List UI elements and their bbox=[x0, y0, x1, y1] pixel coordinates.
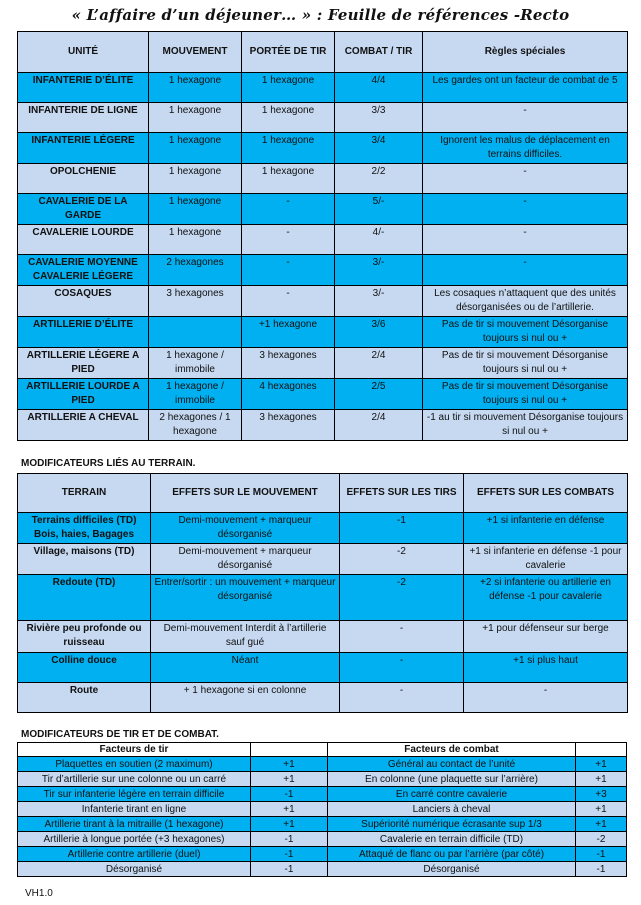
table-cell: Néant bbox=[151, 653, 340, 683]
table-row bbox=[18, 683, 628, 713]
table-row bbox=[18, 103, 628, 133]
table-row bbox=[18, 621, 628, 653]
table-cell: 1 hexagone bbox=[242, 73, 335, 103]
table-cell: Colline douce bbox=[18, 653, 151, 683]
table-cell: 1 hexagone bbox=[149, 164, 242, 194]
table-cell: 3 hexagones bbox=[242, 410, 335, 441]
table-cell: +1 bbox=[251, 757, 328, 772]
table-cell: 3/3 bbox=[335, 103, 423, 133]
table-cell: 2/4 bbox=[335, 348, 423, 379]
table-cell: OPOLCHENIE bbox=[18, 164, 149, 194]
header-terrain: TERRAIN bbox=[18, 474, 151, 513]
table-cell: 1 hexagone bbox=[242, 103, 335, 133]
table-cell: -1 bbox=[251, 787, 328, 802]
table-cell: 3/- bbox=[335, 286, 423, 317]
version-footer: VH1.0 bbox=[25, 888, 53, 899]
table-cell: Les cosaques n’attaquent que des unités désorganisées ou de l’artillerie. bbox=[423, 286, 628, 317]
table-cell: +1 bbox=[251, 772, 328, 787]
table-cell: 1 hexagone bbox=[149, 73, 242, 103]
table-cell: ARTILLERIE LÉGERE A PIED bbox=[18, 348, 149, 379]
table-row bbox=[18, 832, 627, 847]
table-cell: Village, maisons (TD) bbox=[18, 544, 151, 575]
header-effets-mouvement: EFFETS SUR LE MOUVEMENT bbox=[151, 474, 340, 513]
table-row bbox=[18, 286, 628, 317]
table-row bbox=[18, 847, 627, 862]
table-cell: INFANTERIE DE LIGNE bbox=[18, 103, 149, 133]
table-cell: - bbox=[242, 255, 335, 286]
table-cell: Terrains difficiles (TD) Bois, haies, Bagages bbox=[18, 513, 151, 544]
table-row bbox=[18, 787, 627, 802]
terrain-header-row bbox=[18, 474, 628, 513]
table-cell: Route bbox=[18, 683, 151, 713]
table-cell: 2 hexagones bbox=[149, 255, 242, 286]
table-cell: 1 hexagone bbox=[149, 225, 242, 255]
table-cell: Infanterie tirant en ligne bbox=[18, 802, 251, 817]
page-title: « L’affaire d’un déjeuner… » : Feuille de références -Recto bbox=[71, 6, 570, 24]
table-row bbox=[18, 772, 627, 787]
table-cell: +1 si infanterie en défense bbox=[464, 513, 628, 544]
table-cell: +3 bbox=[576, 787, 627, 802]
table-row bbox=[18, 255, 628, 286]
header-effets-combats: EFFETS SUR LES COMBATS bbox=[464, 474, 628, 513]
table-cell: - bbox=[423, 194, 628, 225]
table-cell: Les gardes ont un facteur de combat de 5 bbox=[423, 73, 628, 103]
table-cell: 2/5 bbox=[335, 379, 423, 410]
table-cell: INFANTERIE LÉGERE bbox=[18, 133, 149, 164]
table-row bbox=[18, 133, 628, 164]
table-cell: 1 hexagone bbox=[149, 133, 242, 164]
table-cell: +1 bbox=[576, 802, 627, 817]
table-cell: 3 hexagones bbox=[242, 348, 335, 379]
header-mouvement: MOUVEMENT bbox=[149, 32, 242, 73]
table-cell: Désorganisé bbox=[18, 862, 251, 877]
table-cell: Cavalerie en terrain difficile (TD) bbox=[328, 832, 576, 847]
table-cell: Rivière peu profonde ou ruisseau bbox=[18, 621, 151, 653]
table-cell: INFANTERIE D’ÉLITE bbox=[18, 73, 149, 103]
table-cell: CAVALERIE LOURDE bbox=[18, 225, 149, 255]
header-effets-tirs: EFFETS SUR LES TIRS bbox=[340, 474, 464, 513]
table-row bbox=[18, 194, 628, 225]
table-cell: - bbox=[340, 683, 464, 713]
table-row bbox=[18, 817, 627, 832]
table-cell: +1 pour défenseur sur berge bbox=[464, 621, 628, 653]
table-cell: - bbox=[423, 103, 628, 133]
header-combat-value bbox=[576, 743, 627, 757]
modifiers-table bbox=[17, 742, 627, 877]
table-cell: - bbox=[423, 164, 628, 194]
table-cell: +1 hexagone bbox=[242, 317, 335, 348]
table-cell: Demi-mouvement + marqueur désorganisé bbox=[151, 513, 340, 544]
table-cell: Pas de tir si mouvement Désorganise toujours si nul ou + bbox=[423, 379, 628, 410]
table-cell: Artillerie contre artillerie (duel) bbox=[18, 847, 251, 862]
table-cell: Tir sur infanterie légère en terrain difficile bbox=[18, 787, 251, 802]
header-portee: PORTÉE DE TIR bbox=[242, 32, 335, 73]
table-cell: Demi-mouvement Interdit à l’artillerie sauf gué bbox=[151, 621, 340, 653]
terrain-heading: MODIFICATEURS LIÉS AU TERRAIN. bbox=[21, 458, 196, 469]
header-tir-value bbox=[251, 743, 328, 757]
table-row bbox=[18, 575, 628, 621]
table-cell: Attaqué de flanc ou par l’arrière (par côté) bbox=[328, 847, 576, 862]
table-cell: 3/4 bbox=[335, 133, 423, 164]
header-unite: UNITÉ bbox=[18, 32, 149, 73]
table-cell: -1 bbox=[576, 862, 627, 877]
table-row bbox=[18, 802, 627, 817]
table-cell: Demi-mouvement + marqueur désorganisé bbox=[151, 544, 340, 575]
table-cell: -1 bbox=[251, 847, 328, 862]
table-cell: 1 hexagone bbox=[242, 133, 335, 164]
mods-header-row bbox=[18, 743, 627, 757]
table-cell: ARTILLERIE D’ÉLITE bbox=[18, 317, 149, 348]
header-regles: Règles spéciales bbox=[423, 32, 628, 73]
table-cell: Ignorent les malus de déplacement en terrains difficiles. bbox=[423, 133, 628, 164]
table-cell: Artillerie à longue portée (+3 hexagones) bbox=[18, 832, 251, 847]
table-cell: COSAQUES bbox=[18, 286, 149, 317]
table-cell: Désorganisé bbox=[328, 862, 576, 877]
table-cell: -1 bbox=[251, 862, 328, 877]
table-cell: 3/- bbox=[335, 255, 423, 286]
table-cell: - bbox=[242, 194, 335, 225]
table-cell: ARTILLERIE A CHEVAL bbox=[18, 410, 149, 441]
table-cell: 2 hexagones / 1 hexagone bbox=[149, 410, 242, 441]
table-cell: Pas de tir si mouvement Désorganise toujours si nul ou + bbox=[423, 348, 628, 379]
table-row bbox=[18, 653, 628, 683]
table-cell: Supériorité numérique écrasante sup 1/3 bbox=[328, 817, 576, 832]
table-cell: +1 bbox=[251, 817, 328, 832]
table-cell: +1 bbox=[576, 817, 627, 832]
table-cell: 1 hexagone bbox=[149, 194, 242, 225]
table-row bbox=[18, 348, 628, 379]
table-row bbox=[18, 317, 628, 348]
table-cell: Redoute (TD) bbox=[18, 575, 151, 621]
table-cell: +2 si infanterie ou artillerie en défense -1 pour cavalerie bbox=[464, 575, 628, 621]
table-cell: 3/6 bbox=[335, 317, 423, 348]
table-cell: +1 bbox=[576, 772, 627, 787]
table-cell: 4/- bbox=[335, 225, 423, 255]
table-cell: - bbox=[242, 225, 335, 255]
table-cell: - bbox=[464, 683, 628, 713]
table-cell: +1 bbox=[251, 802, 328, 817]
table-cell: 1 hexagone bbox=[149, 103, 242, 133]
table-row bbox=[18, 862, 627, 877]
table-cell: Pas de tir si mouvement Désorganise toujours si nul ou + bbox=[423, 317, 628, 348]
units-table bbox=[17, 31, 628, 441]
table-cell: - bbox=[423, 255, 628, 286]
table-cell: -1 bbox=[251, 832, 328, 847]
table-row bbox=[18, 513, 628, 544]
table-cell: - bbox=[242, 286, 335, 317]
table-cell: - bbox=[340, 653, 464, 683]
table-cell: Général au contact de l’unité bbox=[328, 757, 576, 772]
table-cell: CAVALERIE MOYENNE CAVALERIE LÉGERE bbox=[18, 255, 149, 286]
table-row bbox=[18, 164, 628, 194]
table-cell: Entrer/sortir : un mouvement + marqueur désorganisé bbox=[151, 575, 340, 621]
table-cell: +1 si infanterie en défense -1 pour cavalerie bbox=[464, 544, 628, 575]
table-cell: Artillerie tirant à la mitraille (1 hexagone) bbox=[18, 817, 251, 832]
table-cell: +1 si plus haut bbox=[464, 653, 628, 683]
table-row bbox=[18, 379, 628, 410]
table-cell: +1 bbox=[576, 757, 627, 772]
table-cell: 1 hexagone / immobile bbox=[149, 348, 242, 379]
table-cell: Lanciers à cheval bbox=[328, 802, 576, 817]
table-cell: - bbox=[340, 621, 464, 653]
mods-heading: MODIFICATEURS DE TIR ET DE COMBAT. bbox=[21, 729, 219, 740]
table-cell: En carré contre cavalerie bbox=[328, 787, 576, 802]
table-row bbox=[18, 73, 628, 103]
table-cell: 2/4 bbox=[335, 410, 423, 441]
table-cell: -1 au tir si mouvement Désorganise toujours si nul ou + bbox=[423, 410, 628, 441]
table-cell: 2/2 bbox=[335, 164, 423, 194]
table-row bbox=[18, 757, 627, 772]
table-cell: -2 bbox=[340, 575, 464, 621]
table-cell bbox=[149, 317, 242, 348]
table-cell: CAVALERIE DE LA GARDE bbox=[18, 194, 149, 225]
table-cell: 1 hexagone bbox=[242, 164, 335, 194]
table-cell: -2 bbox=[340, 544, 464, 575]
table-cell: -2 bbox=[576, 832, 627, 847]
table-row bbox=[18, 544, 628, 575]
table-cell: ARTILLERIE LOURDE A PIED bbox=[18, 379, 149, 410]
table-cell: En colonne (une plaquette sur l’arrière) bbox=[328, 772, 576, 787]
table-cell: 3 hexagones bbox=[149, 286, 242, 317]
terrain-table bbox=[17, 473, 628, 713]
header-combat-tir: COMBAT / TIR bbox=[335, 32, 423, 73]
table-cell: -1 bbox=[340, 513, 464, 544]
table-cell: Plaquettes en soutien (2 maximum) bbox=[18, 757, 251, 772]
table-cell: + 1 hexagone si en colonne bbox=[151, 683, 340, 713]
table-row bbox=[18, 410, 628, 441]
header-facteurs-combat: Facteurs de combat bbox=[328, 743, 576, 757]
table-cell: 1 hexagone / immobile bbox=[149, 379, 242, 410]
header-facteurs-tir: Facteurs de tir bbox=[18, 743, 251, 757]
table-cell: 5/- bbox=[335, 194, 423, 225]
table-cell: - bbox=[423, 225, 628, 255]
table-cell: 4 hexagones bbox=[242, 379, 335, 410]
table-row bbox=[18, 225, 628, 255]
table-cell: -1 bbox=[576, 847, 627, 862]
units-header-row bbox=[18, 32, 628, 73]
table-cell: 4/4 bbox=[335, 73, 423, 103]
table-cell: Tir d’artillerie sur une colonne ou un carré bbox=[18, 772, 251, 787]
